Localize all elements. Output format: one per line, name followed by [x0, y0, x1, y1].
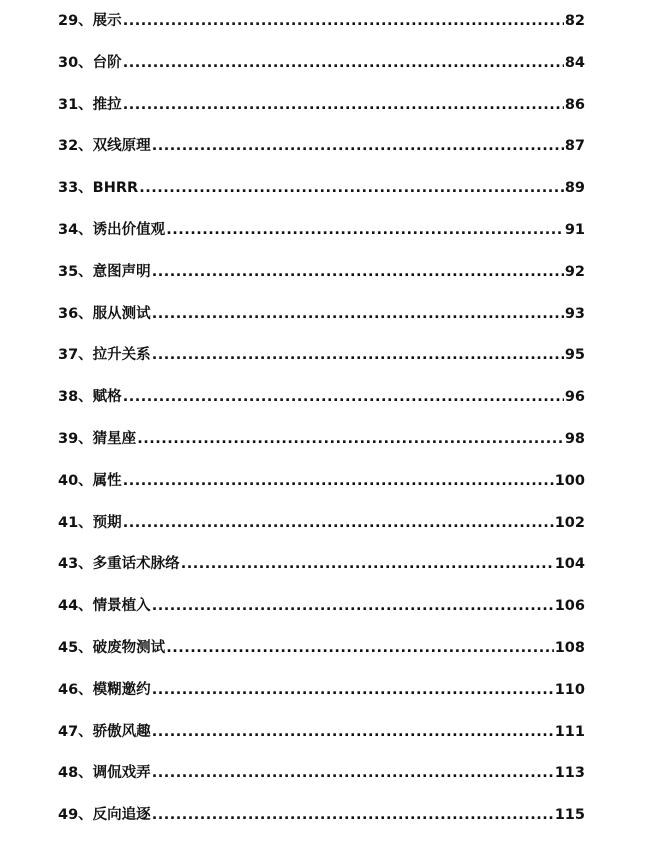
toc-entry-title: 49、反向追逐	[58, 807, 151, 824]
table-of-contents	[58, 8, 585, 844]
toc-entry[interactable]	[58, 8, 585, 50]
toc-page-number: 102	[554, 514, 585, 531]
toc-dot-leader	[123, 510, 554, 536]
toc-page-number: 106	[554, 598, 585, 615]
toc-entry-title: 47、骄傲风趣	[58, 723, 151, 740]
toc-entry[interactable]	[58, 342, 585, 384]
toc-entry-title: 41、预期	[58, 514, 122, 531]
toc-page-number: 96	[564, 389, 585, 406]
toc-dot-leader	[139, 175, 564, 201]
toc-page-number: 113	[554, 765, 585, 782]
toc-dot-leader	[152, 719, 554, 745]
toc-entry-title: 40、属性	[58, 472, 122, 489]
toc-dot-leader	[152, 133, 564, 159]
toc-dot-leader	[152, 802, 554, 828]
toc-page-number: 86	[564, 96, 585, 113]
toc-entry-title: 31、推拉	[58, 96, 122, 113]
toc-page-number: 91	[564, 221, 585, 238]
toc-dot-leader	[123, 8, 564, 34]
toc-page-number: 93	[564, 305, 585, 322]
toc-page-number: 82	[564, 13, 585, 29]
toc-entry-title: 29、展示	[58, 13, 122, 29]
toc-entry-title: 36、服从测试	[58, 305, 151, 322]
toc-entry[interactable]	[58, 510, 585, 552]
toc-dot-leader	[152, 301, 564, 327]
toc-page-number: 98	[564, 430, 585, 447]
toc-page-number: 108	[554, 639, 585, 656]
toc-entry-title: 38、赋格	[58, 389, 122, 406]
toc-entry-title: 46、模糊邀约	[58, 681, 151, 698]
toc-entry[interactable]	[58, 50, 585, 92]
toc-dot-leader	[152, 259, 564, 285]
toc-entry[interactable]	[58, 593, 585, 635]
toc-entry-title: 45、破废物测试	[58, 639, 166, 656]
toc-entry[interactable]	[58, 175, 585, 217]
toc-entry[interactable]	[58, 92, 585, 134]
toc-entry[interactable]	[58, 760, 585, 802]
toc-entry[interactable]	[58, 677, 585, 719]
toc-entry[interactable]	[58, 635, 585, 677]
toc-entry[interactable]	[58, 468, 585, 510]
toc-page-number: 110	[554, 681, 585, 698]
toc-entry-title: 37、拉升关系	[58, 347, 151, 364]
toc-page-number: 87	[564, 138, 585, 155]
toc-page-number: 100	[554, 472, 585, 489]
toc-entry[interactable]	[58, 802, 585, 844]
toc-entry-title: 35、意图声明	[58, 263, 151, 280]
toc-dot-leader	[166, 217, 564, 243]
toc-page-number: 95	[564, 347, 585, 364]
toc-dot-leader	[152, 677, 554, 703]
toc-dot-leader	[152, 593, 554, 619]
toc-dot-leader	[123, 468, 554, 494]
toc-entry-title: 32、双线原理	[58, 138, 151, 155]
toc-entry[interactable]	[58, 426, 585, 468]
toc-entry-title: 30、台阶	[58, 54, 122, 71]
toc-page-number: 89	[564, 180, 585, 197]
toc-dot-leader	[123, 50, 564, 76]
toc-entry-title: 34、诱出价值观	[58, 221, 166, 238]
toc-dot-leader	[137, 426, 564, 452]
toc-entry[interactable]	[58, 301, 585, 343]
toc-entry-title: 39、猜星座	[58, 430, 137, 447]
toc-page-number: 92	[564, 263, 585, 280]
toc-entry-title: 43、多重话术脉络	[58, 556, 180, 573]
toc-page-number: 104	[554, 556, 585, 573]
toc-page-number: 115	[554, 807, 585, 824]
toc-entry[interactable]	[58, 133, 585, 175]
toc-entry[interactable]	[58, 551, 585, 593]
toc-entry[interactable]	[58, 719, 585, 761]
toc-dot-leader	[152, 342, 564, 368]
toc-page-number: 111	[554, 723, 585, 740]
toc-dot-leader	[152, 760, 554, 786]
toc-entry-title: 48、调侃戏弄	[58, 765, 151, 782]
toc-dot-leader	[181, 551, 554, 577]
toc-dot-leader	[166, 635, 554, 661]
toc-page-number: 84	[564, 54, 585, 71]
toc-entry-title: 33、BHRR	[58, 180, 139, 197]
toc-entry[interactable]	[58, 259, 585, 301]
toc-dot-leader	[123, 384, 564, 410]
toc-entry[interactable]	[58, 217, 585, 259]
toc-dot-leader	[123, 92, 564, 118]
toc-entry[interactable]	[58, 384, 585, 426]
toc-entry-title: 44、情景植入	[58, 598, 151, 615]
